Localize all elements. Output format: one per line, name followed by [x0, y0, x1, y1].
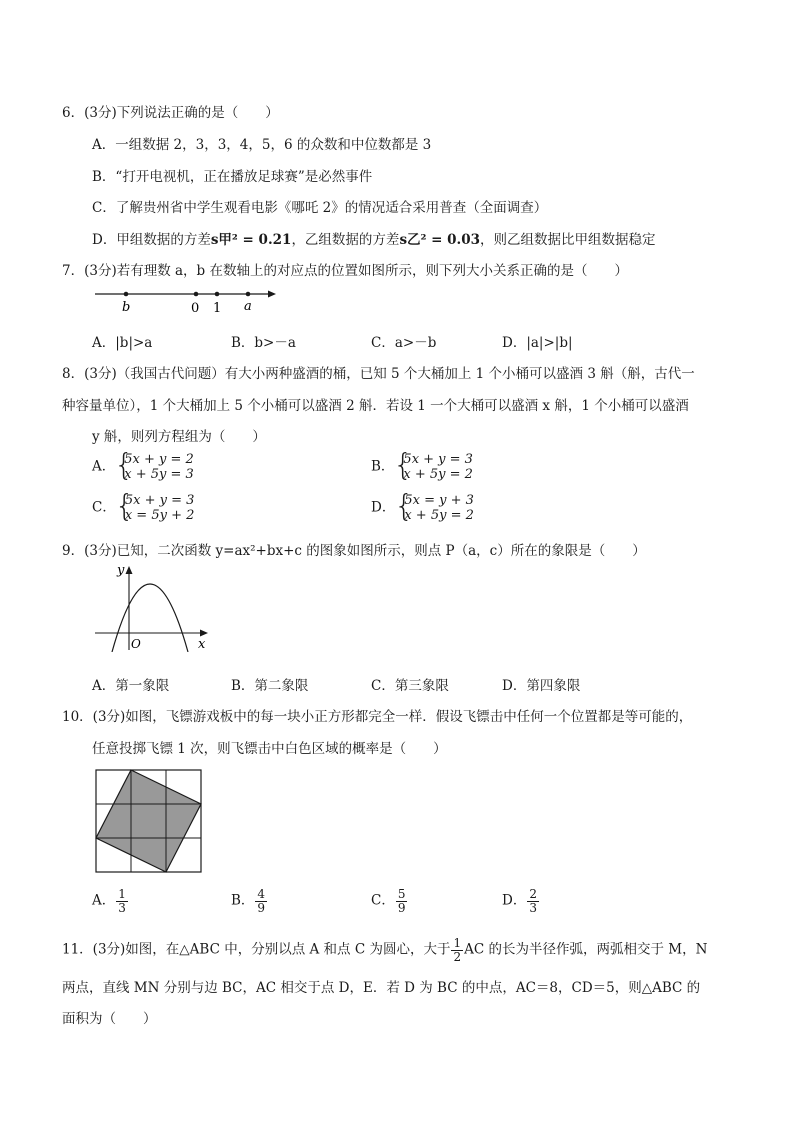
question-10-option-d: D． $\frac{2}{3}$: [502, 887, 537, 915]
number-line-figure: [90, 284, 280, 316]
question-9-option-a: A．第一象限: [92, 678, 170, 694]
question-6-option-b: B．“打开电视机，正在播放足球赛”是必然事件: [92, 169, 373, 185]
point-a: [246, 292, 251, 297]
question-7-option-d: D．|a|>|b|: [502, 335, 573, 351]
option-label: D．: [371, 499, 396, 516]
point-b: [124, 292, 129, 297]
number-line-arrow-icon: [268, 291, 276, 298]
question-8-line-1: 8．(3分)（我国古代问题）有大小两种盛酒的桶，已知 5 个大桶加上 1 个小桶可以盛酒 3 斛（斛，古代一: [62, 366, 695, 382]
option-label: A．: [92, 458, 116, 475]
question-10-option-a: A． $\frac{1}{3}$: [92, 887, 126, 915]
parabola-curve: [112, 584, 188, 652]
point-one: [215, 292, 220, 297]
question-10-line-2: 任意投掷飞镖 1 次，则飞镖击中白色区域的概率是（ ）: [92, 741, 447, 757]
fraction: $\frac{1}{3}$: [118, 887, 126, 915]
question-10-option-b: B． $\frac{4}{9}$: [231, 887, 266, 915]
question-6-option-a: A．一组数据 2，3，3，4，5，6 的众数和中位数都是 3: [92, 137, 432, 153]
question-8-option-d: [371, 493, 474, 523]
equation-system: { 5x = y + 3 x + 5y = 2: [395, 493, 474, 523]
fraction-half: $\frac{1}{2}$: [453, 936, 462, 964]
question-11-line-2: 两点，直线 MN 分别与边 BC，AC 相交于点 D，E．若 D 为 BC 的中点，AC＝8，CD＝5，则△ABC 的: [62, 980, 701, 996]
option-d-suffix: ，则乙组数据比甲组数据稳定: [480, 232, 656, 248]
fraction: $\frac{5}{9}$: [397, 887, 406, 915]
option-d-prefix: D．甲组数据的方差: [92, 232, 211, 248]
question-11-line-3: 面积为（ ）: [62, 1011, 157, 1027]
equation-system: { 5x + y = 2 x + 5y = 3: [115, 452, 194, 482]
question-6-option-c: C．了解贵州省中学生观看电影《哪吒 2》的情况适合采用普查（全面调查）: [92, 200, 548, 216]
question-8-line-3: y 斛，则列方程组为（ ）: [92, 429, 266, 445]
label-a: a: [244, 299, 252, 314]
x-axis-label: x: [198, 637, 206, 652]
y-axis-arrow-icon: [126, 566, 133, 574]
question-9-option-b: B．第二象限: [231, 678, 309, 694]
y-axis-label: y: [117, 563, 125, 578]
question-11-line-1: 11．(3分)如图，在△ABC 中，分别以点 A 和点 C 为圆心，大于 $\frac{1}{2}$ AC 的长为半径作弧，两弧相交于 M，N: [62, 936, 708, 964]
question-7-option-c: C．a>－b: [371, 335, 437, 351]
equation-system: { 5x + y = 3 x = 5y + 2: [116, 493, 195, 523]
question-10-option-c: C． $\frac{5}{9}$: [371, 887, 406, 915]
question-10-line-1: 10．(3分)如图，飞镖游戏板中的每一块小正方形都完全一样．假设飞镖击中任何一个位置都是等可能的，: [62, 709, 693, 725]
fraction: $\frac{4}{9}$: [257, 887, 266, 915]
x-axis-arrow-icon: [200, 630, 208, 637]
variance-jia: s甲² = 0.21: [210, 232, 292, 248]
dartboard-figure: [94, 768, 204, 875]
parabola-graph-figure: [90, 560, 215, 652]
question-6-stem: 6．(3分)下列说法正确的是（ ）: [62, 105, 279, 121]
question-8-option-c: [92, 493, 194, 523]
question-8-option-b: [371, 452, 473, 482]
point-zero: [194, 292, 199, 297]
option-label: C．: [92, 499, 116, 516]
fraction: $\frac{2}{3}$: [529, 887, 537, 915]
option-d-middle: ，乙组数据的方差: [291, 232, 400, 248]
question-9-option-c: C．第三象限: [371, 678, 449, 694]
label-zero: 0: [191, 301, 200, 316]
question-7-stem: 7．(3分)若有理数 a，b 在数轴上的对应点的位置如图所示，则下列大小关系正确的是（ ）: [62, 263, 628, 279]
question-9-option-d: D．第四象限: [502, 678, 581, 694]
question-8-line-2: 种容量单位），1 个大桶加上 5 个小桶可以盛酒 2 斛．若设 1 一个大桶可以盛酒 x 斛，1 个小桶可以盛酒: [62, 398, 689, 414]
equation-system: { 5x + y = 3 x + 5y = 2: [394, 452, 473, 482]
question-9-stem: 9．(3分)已知，二次函数 y=ax²+bx+c 的图象如图所示，则点 P（a，c）所在的象限是（ ）: [62, 543, 646, 559]
question-7-option-b: B．b>－a: [231, 335, 296, 351]
option-label: B．: [371, 458, 395, 475]
label-b: b: [122, 300, 131, 315]
origin-label: O: [131, 637, 141, 651]
question-7-option-a: A．|b|>a: [92, 335, 153, 351]
label-one: 1: [213, 301, 222, 316]
question-6-option-d: [92, 228, 656, 248]
question-8-option-a: [92, 452, 194, 482]
variance-yi: s乙² = 0.03: [399, 232, 481, 248]
